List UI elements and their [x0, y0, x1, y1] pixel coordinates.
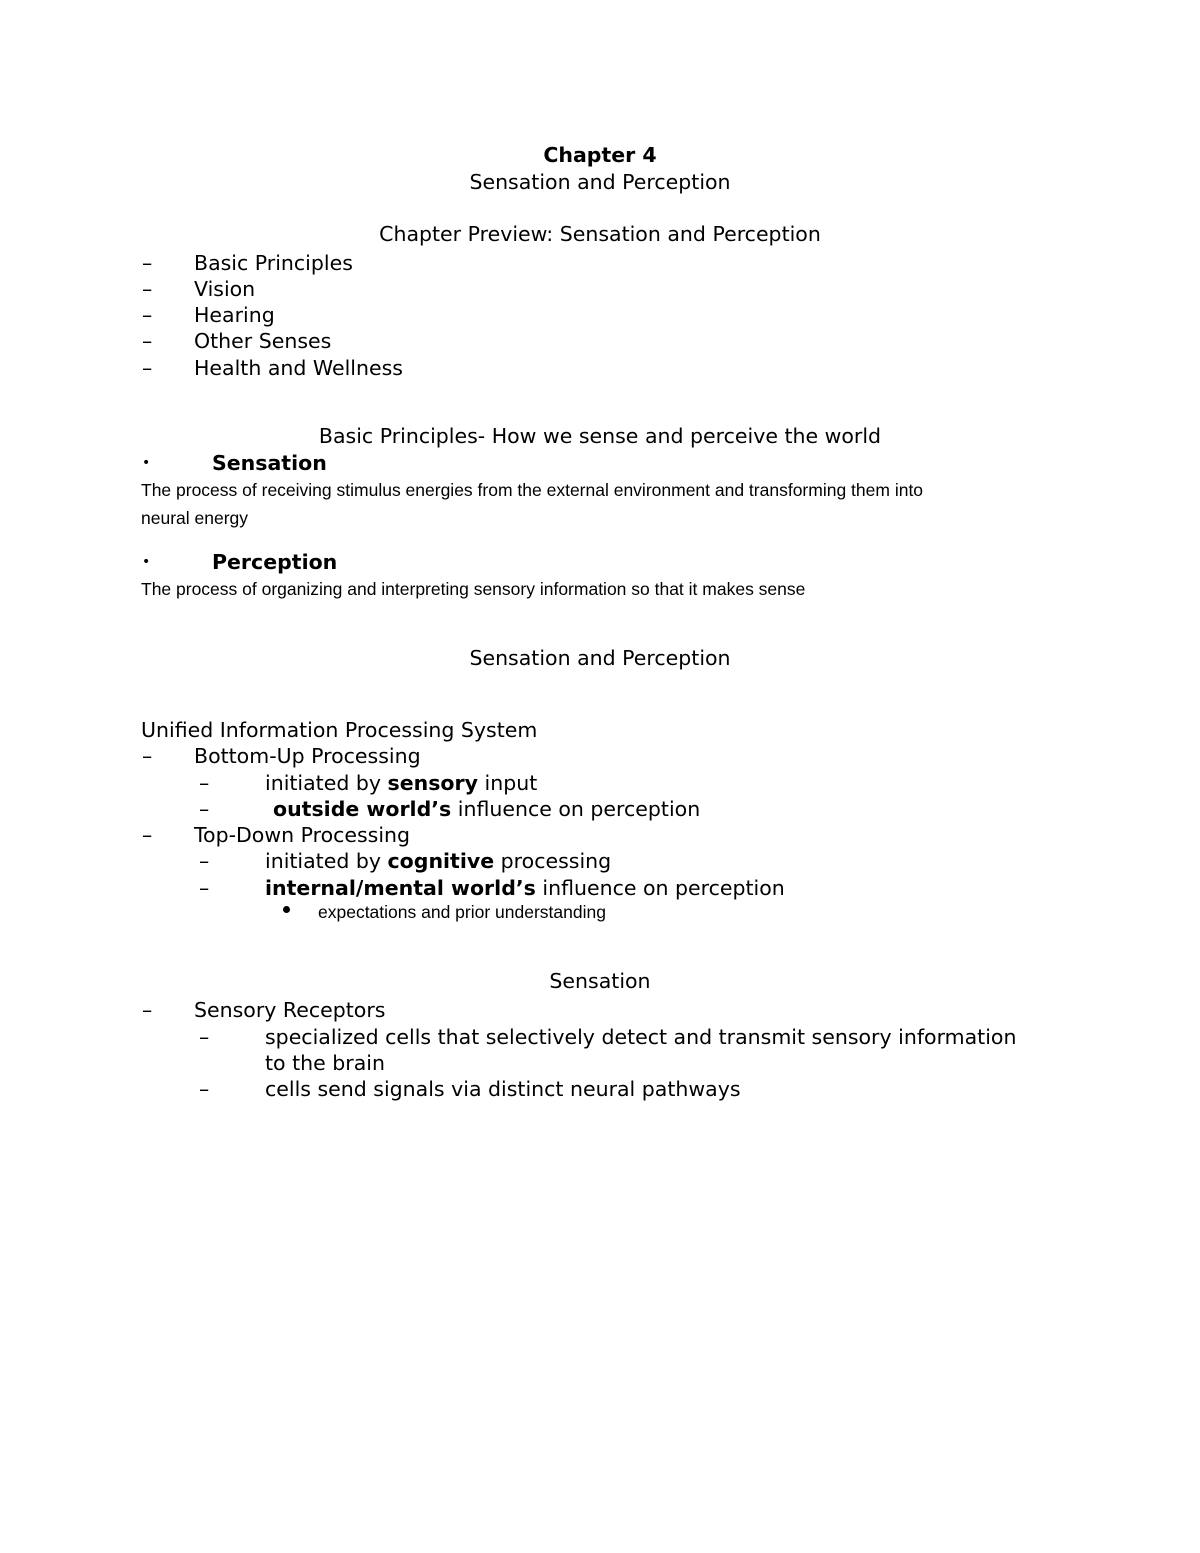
list-dash: –	[199, 849, 210, 873]
list-dash: –	[142, 303, 153, 327]
receptors-detail: specialized cells that selectively detect and transmit sensory information	[265, 1025, 1017, 1049]
list-dash: –	[199, 771, 210, 795]
preview-title: Chapter Preview: Sensation and Perception	[379, 222, 821, 246]
preview-item: Basic Principles	[194, 251, 353, 275]
bottom-up-detail: initiated by sensory input	[265, 771, 538, 795]
bottom-up-detail: outside world’s influence on perception	[273, 797, 701, 821]
list-dash: –	[142, 823, 153, 847]
list-dash: –	[199, 797, 210, 821]
list-dash: –	[142, 329, 153, 353]
bottom-up-item: Bottom-Up Processing	[194, 744, 421, 768]
list-dash: –	[199, 1025, 210, 1049]
receptors-item: Sensory Receptors	[194, 998, 386, 1022]
preview-item: Health and Wellness	[194, 356, 403, 380]
preview-item: Vision	[194, 277, 256, 301]
perception-definition: The process of organizing and interpreting sensory information so that it makes sense	[141, 579, 806, 599]
receptors-detail-cont: to the brain	[265, 1051, 385, 1075]
bullet: •	[142, 554, 151, 570]
bullet: •	[142, 455, 151, 471]
top-down-detail: internal/mental world’s influence on perception	[265, 876, 785, 900]
system-title: Unified Information Processing System	[141, 718, 538, 742]
top-down-detail: initiated by cognitive processing	[265, 849, 612, 873]
preview-item: Other Senses	[194, 329, 332, 353]
section-heading: Sensation and Perception	[469, 646, 731, 670]
sensation-term: Sensation	[212, 451, 327, 475]
sensation-definition-cont: neural energy	[141, 508, 249, 528]
bullet-dot	[283, 906, 290, 913]
basic-principles-heading: Basic Principles- How we sense and perceive the world	[318, 424, 882, 448]
preview-item: Hearing	[194, 303, 275, 327]
list-dash: –	[142, 277, 153, 301]
sensation-definition: The process of receiving stimulus energies from the external environment and transforming them into	[141, 480, 924, 500]
list-dash: –	[142, 998, 153, 1022]
list-dash: –	[199, 1077, 210, 1101]
top-down-item: Top-Down Processing	[194, 823, 411, 847]
list-dash: –	[142, 251, 153, 275]
receptors-detail: cells send signals via distinct neural pathways	[265, 1077, 741, 1101]
chapter-title: Chapter 4	[543, 143, 657, 167]
list-dash: –	[142, 744, 153, 768]
section-heading: Sensation	[549, 969, 651, 993]
top-down-subdetail: expectations and prior understanding	[318, 902, 606, 922]
list-dash: –	[199, 876, 210, 900]
perception-term: Perception	[212, 550, 338, 574]
list-dash: –	[142, 356, 153, 380]
chapter-subtitle: Sensation and Perception	[469, 170, 731, 194]
